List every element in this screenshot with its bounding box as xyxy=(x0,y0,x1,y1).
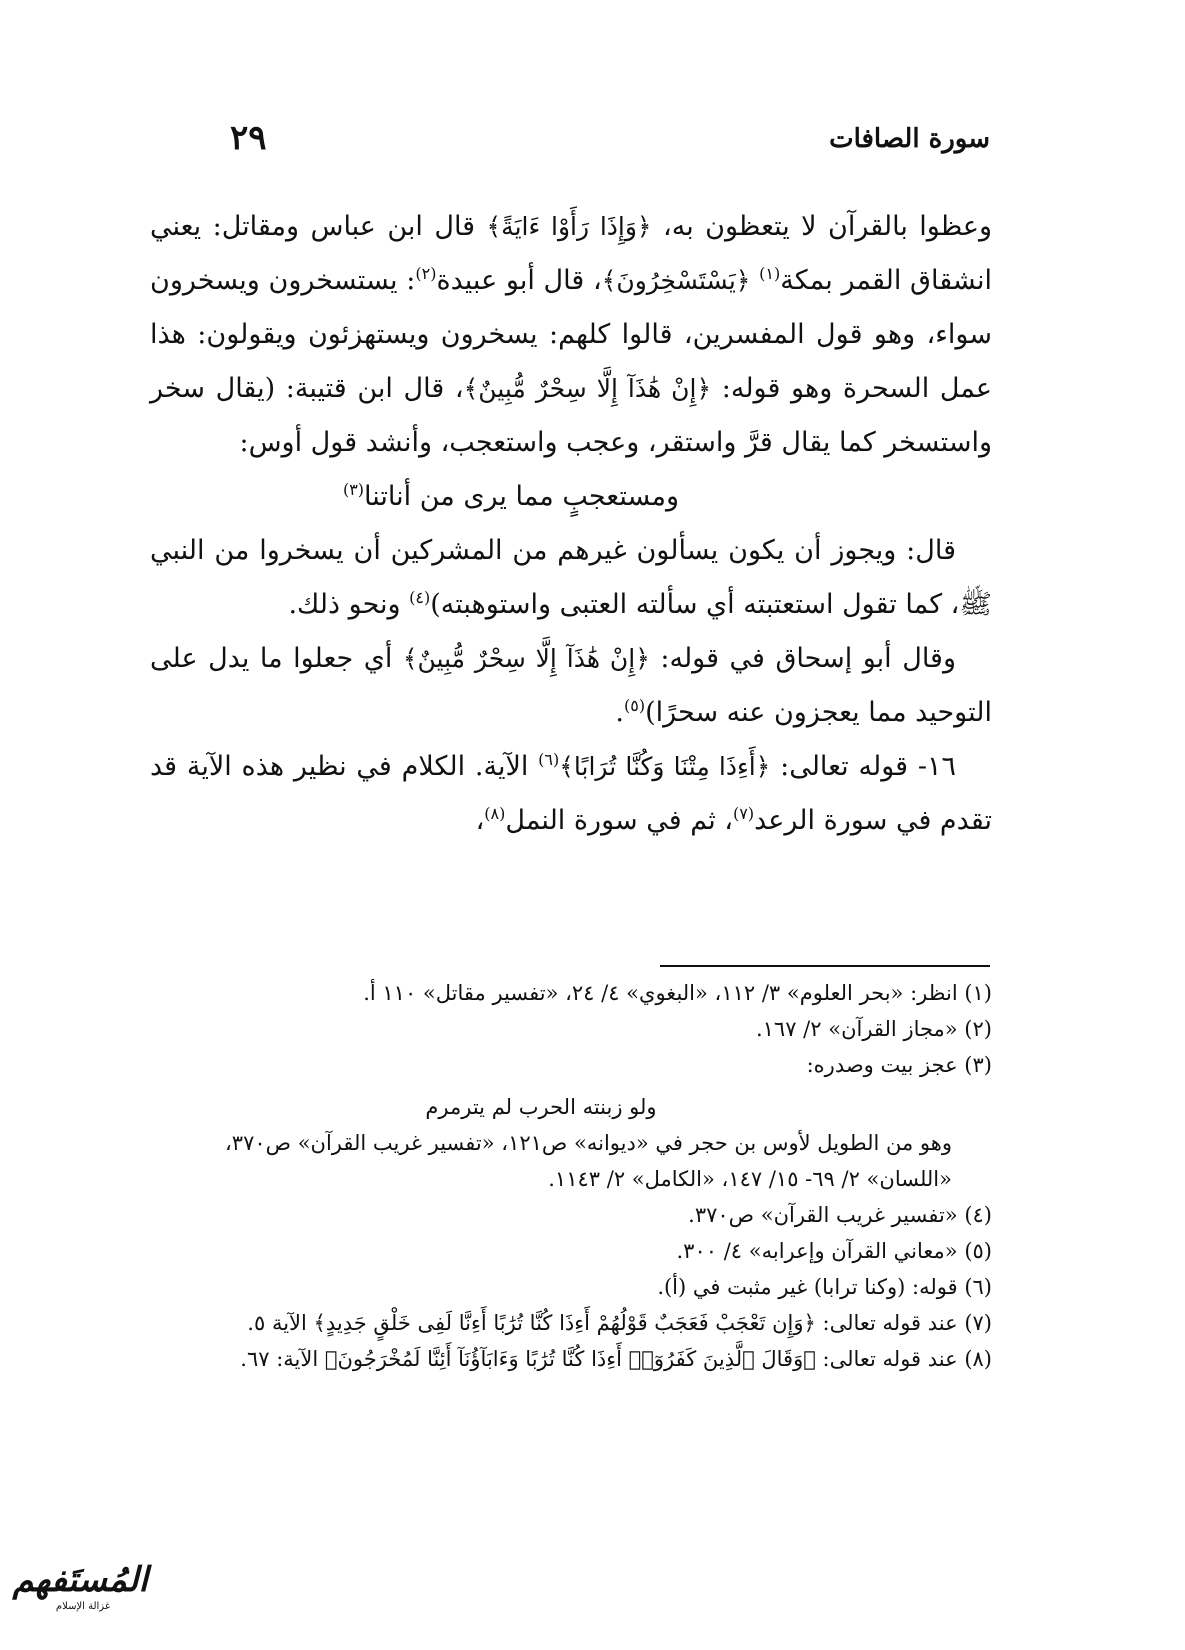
logo-subtitle: غزالة الإسلام xyxy=(55,1601,111,1612)
text-run: ، قال ابن قتيبة: (يقال سخر واستسخر كما يقال قرَّ واستقر، وعجب واستعجب، وأنشد قول أوس: xyxy=(150,373,992,458)
text-run: وقال أبو إسحاق في قوله: xyxy=(649,643,956,674)
logo-calligraphy: المُستَفهم xyxy=(12,1560,148,1600)
text-run: وعظوا بالقرآن لا يتعظون به، xyxy=(651,211,993,242)
quran-quote: ﴿وَإِذَا رَأَوْا ءَايَةً﴾ xyxy=(486,212,652,241)
text-run: الآية. الكلام في نظير هذه الآية قد تقدم في سورة الرعد xyxy=(150,751,992,836)
footnote-3: (٣) عجز بيت وصدره: xyxy=(806,1053,992,1077)
page-number: ٢٩ xyxy=(230,118,267,158)
text-run: ، xyxy=(475,805,485,836)
text-run: ، قال أبو عبيدة xyxy=(436,265,602,296)
text-run: أي جعلوا ما يدل على التوحيد مما يعجزون عنه سحرًا) xyxy=(150,643,992,728)
text-run: ١٦- قوله تعالى: xyxy=(770,751,956,782)
text-run: . xyxy=(615,697,624,728)
quran-quote: ﴿إِنْ هَٰذَآ إِلَّا سِحْرٌ مُّبِينٌ﴾ xyxy=(463,374,712,403)
text-run: قال: ويجوز أن يكون يسألون غيرهم من المشركين أن يسخروا من النبي ﷺ، كما تقول استعتبته أي سألته العتبى واستوهبته) xyxy=(150,535,992,620)
text-run: ، ثم في سورة النمل xyxy=(505,805,734,836)
quran-quote: ﴿يَسْتَسْخِرُونَ﴾ xyxy=(601,266,751,295)
text-run: قال ابن عباس ومقاتل: يعني انشقاق القمر بمكة xyxy=(150,211,992,296)
main-text xyxy=(150,200,992,848)
page-header xyxy=(220,118,990,168)
footnote-7: (٧) عند قوله تعالى: ﴿وَإِن تَعْجَبْ فَعَجَبٌ قَوْلُهُمْ أَءِذَا كُنَّا تُرَٰبًا أَءِنَّا لَفِى خَلْقٍ جَدِيدٍ﴾ الآية ٥. xyxy=(247,1311,992,1335)
publisher-logo xyxy=(12,1560,148,1630)
paragraph xyxy=(150,740,992,848)
footnote-2: (٢) «مجاز القرآن» ٢/ ١٦٧. xyxy=(755,1017,992,1041)
footnote-3-verse: ولو زبنته الحرب لم يترمرم xyxy=(425,1095,657,1119)
poetry-verse xyxy=(150,470,992,524)
footnote-separator xyxy=(660,965,990,967)
footnote-ref[interactable]: (٦) xyxy=(538,750,560,769)
footnote-3-continuation: وهو من الطويل لأوس بن حجر في «ديوانه» ص١٢١، «تفسير غريب القرآن» ص٣٧٠، «اللسان» ٢/ ٦٩- ١٥/ ١٤٧، «الكامل» ٢/ ١١٤٣. xyxy=(225,1131,952,1191)
footnote-ref[interactable]: (٧) xyxy=(733,804,755,823)
surah-title: سورة الصافات xyxy=(829,124,990,154)
quran-quote: ﴿إِنْ هَٰذَآ إِلَّا سِحْرٌ مُّبِينٌ﴾ xyxy=(402,644,650,673)
footnote-4: (٤) «تفسير غريب القرآن» ص٣٧٠. xyxy=(688,1203,992,1227)
footnote-5: (٥) «معاني القرآن وإعرابه» ٤/ ٣٠٠. xyxy=(676,1239,992,1263)
verse-text: ومستعجبٍ مما يرى من أناتنا xyxy=(364,481,680,512)
paragraph xyxy=(150,524,992,632)
paragraph xyxy=(150,632,992,740)
footnote-ref[interactable]: (١) xyxy=(759,264,781,283)
footnote-ref[interactable]: (٥) xyxy=(623,696,646,715)
footnote-8: (٨) عند قوله تعالى: ﴿وَقَالَ ٱلَّذِينَ كَفَرُوٓا۟ أَءِذَا كُنَّا تُرَٰبًا وَءَابَآؤُنَآ أَئِنَّا لَمُخْرَجُونَ﴾ الآية: ٦٧. xyxy=(240,1347,992,1371)
footnote-ref[interactable]: (٣) xyxy=(342,480,365,499)
footnote-ref[interactable]: (٨) xyxy=(484,804,506,823)
text-run xyxy=(750,265,759,296)
footnote-ref[interactable]: (٢) xyxy=(415,264,437,283)
text-run: : يستسخرون ويسخرون سواء، وهو قول المفسرين، قالوا كلهم: يسخرون ويستهزئون ويقولون: هذا عمل السحرة وهو قوله: xyxy=(150,265,993,404)
quran-quote: ﴿أَءِذَا مِتْنَا وَكُنَّا تُرَابًا﴾ xyxy=(559,752,771,781)
footnote-ref[interactable]: (٤) xyxy=(409,588,431,607)
footnote-1: (١) انظر: «بحر العلوم» ٣/ ١١٢، «البغوي» ٤/ ٢٤، «تفسير مقاتل» ١١٠ أ. xyxy=(363,981,992,1005)
footnote-6: (٦) قوله: (وكنا ترابا) غير مثبت في (أ). xyxy=(657,1275,992,1299)
text-run: ونحو ذلك. xyxy=(288,589,410,620)
paragraph xyxy=(150,200,992,470)
footnotes xyxy=(150,975,992,1377)
